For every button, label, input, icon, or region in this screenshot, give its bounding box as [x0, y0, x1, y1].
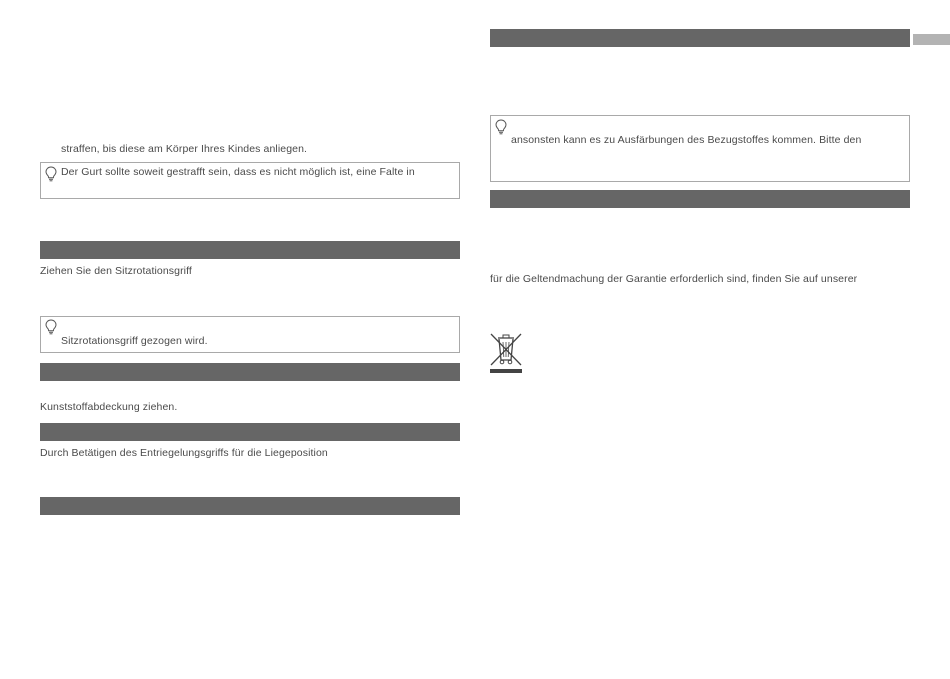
lightbulb-icon — [45, 166, 57, 182]
crossed-out-wheelie-bin-icon — [489, 331, 523, 375]
section-header-bar — [490, 190, 910, 208]
lightbulb-icon — [45, 319, 57, 335]
text-durch: Durch Betätigen des Entriegelungsgriffs für die Liegeposition — [40, 447, 328, 459]
text-kunststoff: Kunststoffabdeckung ziehen. — [40, 401, 178, 413]
section-header-bar — [40, 497, 460, 515]
section-header-bar — [40, 423, 460, 441]
lightbulb-icon — [495, 119, 507, 135]
text-garantie: für die Geltendmachung der Garantie erforderlich sind, finden Sie auf unserer — [490, 273, 858, 285]
section-header-bar — [40, 363, 460, 381]
section-header-bar — [490, 29, 910, 47]
text-ziehen: Ziehen Sie den Sitzrotationsgriff — [40, 265, 192, 277]
page-edge-tab — [913, 34, 950, 45]
section-header-bar — [40, 241, 460, 259]
tip-text-bezugstoff: ansonsten kann es zu Ausfärbungen des Bezugstoffes kommen. Bitte den — [511, 134, 862, 146]
tip-box-bezugstoff — [490, 115, 910, 182]
tip-text-gurt: Der Gurt sollte soweit gestrafft sein, dass es nicht möglich ist, eine Falte in — [61, 166, 415, 178]
tip-box-gurt — [40, 162, 460, 199]
text-straffen: straffen, bis diese am Körper Ihres Kindes anliegen. — [61, 143, 308, 155]
tip-box-sitzrotation — [40, 316, 460, 353]
tip-text-sitzrotation: Sitzrotationsgriff gezogen wird. — [61, 335, 208, 347]
